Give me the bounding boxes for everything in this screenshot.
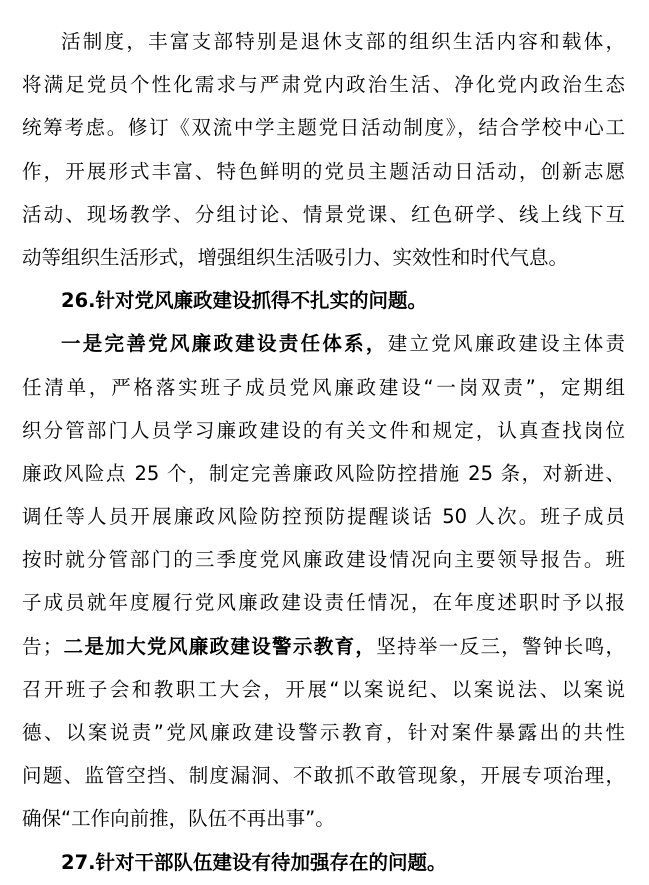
text-segment: 坚持举一反三，警钟长鸣， xyxy=(376,634,625,658)
text-segment: 统筹考虑。修订《双流中学主题党日活动制度》，结合学校中心工 xyxy=(22,116,625,140)
text-segment: 调任等人员开展廉政风险防控预防提醒谈话 50 人次。班子成员 xyxy=(22,505,625,529)
text-line xyxy=(22,711,625,754)
text-line xyxy=(22,841,625,884)
text-line xyxy=(22,495,625,538)
text-segment: 将满足党员个性化需求与严肃党内政治生活、净化党内政治生态 xyxy=(22,73,625,97)
text-segment: 子成员就年度履行党风廉政建设责任情况，在年度述职时予以报 xyxy=(22,591,625,615)
text-segment: 任清单，严格落实班子成员党风廉政建设“一岗双责”，定期组 xyxy=(22,375,625,399)
text-segment: 确保“工作向前推，队伍不再出事”。 xyxy=(22,807,335,831)
bold-text-segment: 二是加大党风廉政建设警示教育， xyxy=(62,634,377,658)
text-line xyxy=(22,668,625,711)
bold-text-segment: 26.针对党风廉政建设抓得不扎实的问题。 xyxy=(61,289,428,313)
text-segment: 织分管部门人员学习廉政建设的有关文件和规定，认真查找岗位 xyxy=(22,418,625,442)
text-segment: 动等组织生活形式，增强组织生活吸引力、实效性和时代气息。 xyxy=(22,245,569,269)
text-line xyxy=(22,754,625,797)
text-segment: 廉政风险点 25 个，制定完善廉政风险防控措施 25 条，对新进、 xyxy=(22,461,625,485)
text-segment: 建立党风廉政建设主体责 xyxy=(387,332,625,356)
text-line xyxy=(22,409,625,452)
text-segment: 召开班子会和教职工大会，开展“以案说纪、以案说法、以案说 xyxy=(22,677,625,701)
bold-text-segment: 一是完善党风廉政建设责任体系， xyxy=(61,332,388,356)
text-line xyxy=(22,322,625,365)
text-line xyxy=(22,452,625,495)
text-segment: 活动、现场教学、分组讨论、情景党课、红色研学、线上线下互 xyxy=(22,202,625,226)
text-segment: 德、以案说责”党风廉政建设警示教育，针对案件暴露出的共性 xyxy=(22,721,625,744)
text-line xyxy=(22,193,625,236)
text-line xyxy=(22,625,625,668)
text-line xyxy=(22,797,625,840)
text-line xyxy=(22,581,625,624)
text-segment: 作，开展形式丰富、特色鲜明的党员主题活动日活动，创新志愿 xyxy=(22,159,625,183)
bold-text-segment: 27.针对干部队伍建设有待加强存在的问题。 xyxy=(61,850,447,874)
text-segment: 按时就分管部门的三季度党风廉政建设情况向主要领导报告。班 xyxy=(22,548,625,572)
text-line xyxy=(22,63,625,106)
text-segment: 告； xyxy=(22,634,63,658)
text-line xyxy=(22,538,625,581)
text-segment: 活制度，丰富支部特别是退休支部的组织生活内容和载体， xyxy=(61,30,625,53)
text-line xyxy=(22,279,625,322)
text-line xyxy=(22,106,625,149)
text-line xyxy=(22,20,625,63)
text-line xyxy=(22,236,625,279)
text-line xyxy=(22,150,625,193)
text-line xyxy=(22,366,625,409)
text-segment: 问题、监管空挡、制度漏洞、不敢抓不敢管现象，开展专项治理， xyxy=(22,764,625,788)
